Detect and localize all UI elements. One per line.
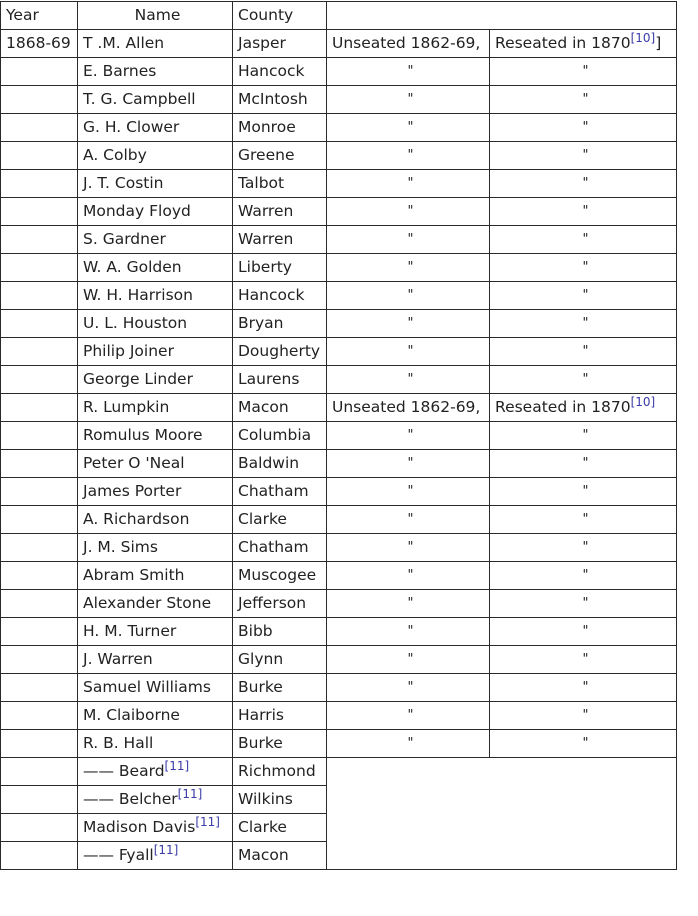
reference-link[interactable]: [11] bbox=[153, 842, 179, 857]
table-row bbox=[1, 86, 677, 114]
ditto-mark: " bbox=[327, 618, 490, 646]
ditto-mark: " bbox=[327, 506, 490, 534]
ditto-mark: " bbox=[490, 422, 677, 450]
ditto-mark: " bbox=[490, 114, 677, 142]
name-cell: Monday Floyd bbox=[78, 198, 233, 226]
county-cell: Jasper bbox=[233, 30, 327, 58]
name-cell: G. H. Clower bbox=[78, 114, 233, 142]
ditto-mark: " bbox=[327, 226, 490, 254]
name-cell: R. Lumpkin bbox=[78, 394, 233, 422]
table-row bbox=[1, 338, 677, 366]
year-cell: 1868-69 bbox=[1, 30, 78, 58]
name-cell: Alexander Stone bbox=[78, 590, 233, 618]
header-name: Name bbox=[78, 2, 233, 30]
empty-notes-area bbox=[327, 758, 677, 870]
year-cell bbox=[1, 758, 78, 786]
reference-link[interactable]: [11] bbox=[177, 786, 203, 801]
year-cell bbox=[1, 86, 78, 114]
status-note-cell: Unseated 1862-69, bbox=[327, 394, 490, 422]
year-cell bbox=[1, 114, 78, 142]
year-cell bbox=[1, 534, 78, 562]
year-cell bbox=[1, 506, 78, 534]
table-row bbox=[1, 394, 677, 422]
ditto-mark: " bbox=[490, 702, 677, 730]
county-cell: Laurens bbox=[233, 366, 327, 394]
county-cell: Clarke bbox=[233, 814, 327, 842]
county-cell: Dougherty bbox=[233, 338, 327, 366]
county-cell: McIntosh bbox=[233, 86, 327, 114]
county-cell: Wilkins bbox=[233, 786, 327, 814]
year-cell bbox=[1, 170, 78, 198]
name-cell bbox=[78, 842, 233, 870]
year-cell bbox=[1, 786, 78, 814]
table-row bbox=[1, 450, 677, 478]
year-cell bbox=[1, 646, 78, 674]
name-cell: W. H. Harrison bbox=[78, 282, 233, 310]
table-row bbox=[1, 534, 677, 562]
county-cell: Monroe bbox=[233, 114, 327, 142]
year-cell bbox=[1, 226, 78, 254]
header-notes-blank bbox=[327, 2, 677, 30]
name-cell bbox=[78, 814, 233, 842]
year-cell bbox=[1, 142, 78, 170]
table-row bbox=[1, 310, 677, 338]
county-cell: Harris bbox=[233, 702, 327, 730]
county-cell: Hancock bbox=[233, 58, 327, 86]
name-text: —— Beard bbox=[83, 761, 165, 780]
county-cell: Clarke bbox=[233, 506, 327, 534]
county-cell: Chatham bbox=[233, 478, 327, 506]
name-cell: J. M. Sims bbox=[78, 534, 233, 562]
county-cell: Bryan bbox=[233, 310, 327, 338]
ditto-mark: " bbox=[490, 590, 677, 618]
table-row bbox=[1, 562, 677, 590]
name-cell: E. Barnes bbox=[78, 58, 233, 86]
name-cell bbox=[78, 758, 233, 786]
status-note-cell: Unseated 1862-69, bbox=[327, 30, 490, 58]
table-row bbox=[1, 254, 677, 282]
county-cell: Macon bbox=[233, 842, 327, 870]
ditto-mark: " bbox=[327, 310, 490, 338]
ditto-mark: " bbox=[327, 450, 490, 478]
name-cell: Samuel Williams bbox=[78, 674, 233, 702]
ditto-mark: " bbox=[490, 562, 677, 590]
name-cell: George Linder bbox=[78, 366, 233, 394]
reference-link[interactable]: [11] bbox=[164, 758, 190, 773]
year-cell bbox=[1, 282, 78, 310]
year-cell bbox=[1, 58, 78, 86]
ditto-mark: " bbox=[490, 226, 677, 254]
name-cell: James Porter bbox=[78, 478, 233, 506]
reseated-note-cell bbox=[490, 30, 677, 58]
name-cell: Romulus Moore bbox=[78, 422, 233, 450]
table-row bbox=[1, 366, 677, 394]
name-cell: T. G. Campbell bbox=[78, 86, 233, 114]
ditto-mark: " bbox=[327, 422, 490, 450]
header-year: Year bbox=[1, 2, 78, 30]
reference-link[interactable]: [10] bbox=[630, 30, 656, 45]
name-cell: S. Gardner bbox=[78, 226, 233, 254]
ditto-mark: " bbox=[327, 534, 490, 562]
ditto-mark: " bbox=[327, 198, 490, 226]
ditto-mark: " bbox=[490, 170, 677, 198]
name-cell: Philip Joiner bbox=[78, 338, 233, 366]
ditto-mark: " bbox=[327, 590, 490, 618]
ditto-mark: " bbox=[490, 674, 677, 702]
ditto-mark: " bbox=[490, 450, 677, 478]
county-cell: Glynn bbox=[233, 646, 327, 674]
ditto-mark: " bbox=[490, 198, 677, 226]
year-cell bbox=[1, 702, 78, 730]
ditto-mark: " bbox=[490, 506, 677, 534]
name-cell: A. Colby bbox=[78, 142, 233, 170]
year-cell bbox=[1, 590, 78, 618]
ditto-mark: " bbox=[490, 338, 677, 366]
county-cell: Baldwin bbox=[233, 450, 327, 478]
reseated-text: Reseated in 1870 bbox=[495, 397, 631, 416]
county-cell: Burke bbox=[233, 674, 327, 702]
county-cell: Bibb bbox=[233, 618, 327, 646]
county-cell: Muscogee bbox=[233, 562, 327, 590]
ditto-mark: " bbox=[490, 310, 677, 338]
ditto-mark: " bbox=[490, 86, 677, 114]
name-cell: A. Richardson bbox=[78, 506, 233, 534]
table-row bbox=[1, 618, 677, 646]
year-cell bbox=[1, 618, 78, 646]
year-cell bbox=[1, 730, 78, 758]
year-cell bbox=[1, 450, 78, 478]
year-cell bbox=[1, 198, 78, 226]
ditto-mark: " bbox=[327, 702, 490, 730]
ditto-mark: " bbox=[490, 282, 677, 310]
county-cell: Warren bbox=[233, 198, 327, 226]
ditto-mark: " bbox=[327, 366, 490, 394]
ditto-mark: " bbox=[327, 114, 490, 142]
name-text: —— Fyall bbox=[83, 845, 154, 864]
table-row bbox=[1, 30, 677, 58]
table-row bbox=[1, 226, 677, 254]
ditto-mark: " bbox=[327, 86, 490, 114]
table-row bbox=[1, 198, 677, 226]
ditto-mark: " bbox=[490, 58, 677, 86]
trailing-bracket: ] bbox=[655, 33, 662, 52]
name-cell: Abram Smith bbox=[78, 562, 233, 590]
county-cell: Warren bbox=[233, 226, 327, 254]
ditto-mark: " bbox=[327, 282, 490, 310]
ditto-mark: " bbox=[327, 562, 490, 590]
ditto-mark: " bbox=[327, 338, 490, 366]
table-row bbox=[1, 758, 677, 786]
county-cell: Talbot bbox=[233, 170, 327, 198]
table-row bbox=[1, 478, 677, 506]
ditto-mark: " bbox=[327, 170, 490, 198]
ditto-mark: " bbox=[327, 730, 490, 758]
table-row bbox=[1, 674, 677, 702]
county-cell: Greene bbox=[233, 142, 327, 170]
ditto-mark: " bbox=[490, 730, 677, 758]
name-cell: R. B. Hall bbox=[78, 730, 233, 758]
table-row bbox=[1, 58, 677, 86]
year-cell bbox=[1, 842, 78, 870]
year-cell bbox=[1, 254, 78, 282]
name-cell: H. M. Turner bbox=[78, 618, 233, 646]
ditto-mark: " bbox=[490, 618, 677, 646]
table-row bbox=[1, 646, 677, 674]
year-cell bbox=[1, 366, 78, 394]
table-row bbox=[1, 170, 677, 198]
name-cell bbox=[78, 786, 233, 814]
table-row bbox=[1, 506, 677, 534]
reference-link[interactable]: [11] bbox=[195, 814, 220, 829]
table-row bbox=[1, 114, 677, 142]
ditto-mark: " bbox=[327, 478, 490, 506]
name-cell: J. Warren bbox=[78, 646, 233, 674]
year-cell bbox=[1, 310, 78, 338]
reference-link[interactable]: [10] bbox=[630, 394, 656, 409]
year-cell bbox=[1, 422, 78, 450]
name-text: —— Belcher bbox=[83, 789, 178, 808]
county-cell: Liberty bbox=[233, 254, 327, 282]
county-cell: Chatham bbox=[233, 534, 327, 562]
year-cell bbox=[1, 674, 78, 702]
ditto-mark: " bbox=[490, 646, 677, 674]
ditto-mark: " bbox=[490, 366, 677, 394]
ditto-mark: " bbox=[327, 254, 490, 282]
year-cell bbox=[1, 562, 78, 590]
reseated-text: Reseated in 1870 bbox=[495, 33, 631, 52]
ditto-mark: " bbox=[490, 534, 677, 562]
year-cell bbox=[1, 338, 78, 366]
county-cell: Macon bbox=[233, 394, 327, 422]
year-cell bbox=[1, 478, 78, 506]
county-cell: Burke bbox=[233, 730, 327, 758]
ditto-mark: " bbox=[327, 58, 490, 86]
county-cell: Hancock bbox=[233, 282, 327, 310]
ditto-mark: " bbox=[490, 142, 677, 170]
name-cell: M. Claiborne bbox=[78, 702, 233, 730]
name-cell: Peter O 'Neal bbox=[78, 450, 233, 478]
county-cell: Columbia bbox=[233, 422, 327, 450]
table-row bbox=[1, 422, 677, 450]
table-row bbox=[1, 590, 677, 618]
table-row bbox=[1, 142, 677, 170]
name-text: Madison Davis bbox=[83, 817, 196, 836]
name-cell: J. T. Costin bbox=[78, 170, 233, 198]
county-cell: Jefferson bbox=[233, 590, 327, 618]
table-row bbox=[1, 730, 677, 758]
ditto-mark: " bbox=[327, 142, 490, 170]
table-row bbox=[1, 282, 677, 310]
name-cell: W. A. Golden bbox=[78, 254, 233, 282]
ditto-mark: " bbox=[490, 478, 677, 506]
header-county: County bbox=[233, 2, 327, 30]
header-row bbox=[1, 2, 677, 30]
name-cell: T .M. Allen bbox=[78, 30, 233, 58]
year-cell bbox=[1, 814, 78, 842]
ditto-mark: " bbox=[490, 254, 677, 282]
reseated-note-cell bbox=[490, 394, 677, 422]
legislators-table bbox=[0, 1, 677, 870]
county-cell: Richmond bbox=[233, 758, 327, 786]
table-row bbox=[1, 702, 677, 730]
year-cell bbox=[1, 394, 78, 422]
ditto-mark: " bbox=[327, 646, 490, 674]
name-cell: U. L. Houston bbox=[78, 310, 233, 338]
ditto-mark: " bbox=[327, 674, 490, 702]
